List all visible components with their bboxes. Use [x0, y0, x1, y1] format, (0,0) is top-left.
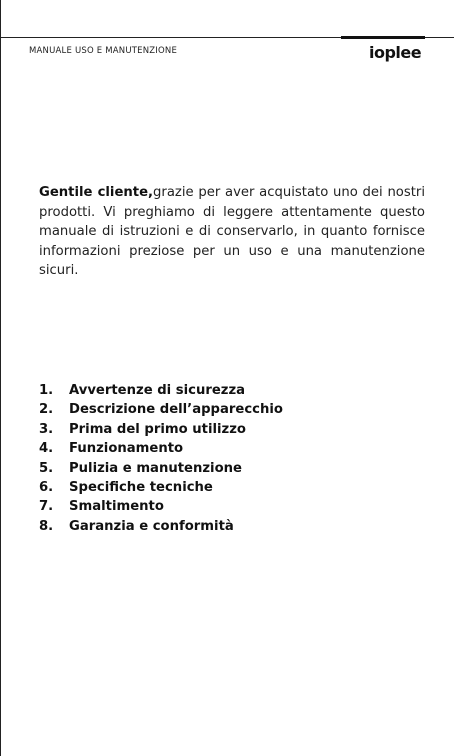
toc-title: Prima del primo utilizzo	[69, 421, 246, 437]
intro-paragraph	[39, 183, 425, 281]
toc-item	[39, 459, 283, 478]
toc-number: 8.	[39, 518, 54, 534]
toc-item	[39, 497, 283, 516]
toc-title: Funzionamento	[69, 441, 184, 457]
toc-number: 3.	[39, 421, 54, 437]
toc-number: 2.	[39, 402, 54, 418]
toc-title: Pulizia e manutenzione	[69, 460, 242, 476]
header-accent-bar	[341, 36, 425, 39]
toc-number: 1.	[39, 383, 54, 398]
toc-number: 5.	[39, 460, 54, 476]
toc-title: Avvertenze di sicurezza	[69, 383, 246, 398]
brand-logo: ioplee	[369, 43, 422, 62]
table-of-contents	[39, 381, 283, 536]
toc-item	[39, 400, 283, 419]
toc-number: 6.	[39, 480, 54, 496]
toc-item	[39, 517, 283, 536]
toc-item	[39, 439, 283, 458]
toc-item	[39, 420, 283, 439]
manual-header-label: MANUALE USO E MANUTENZIONE	[29, 46, 178, 56]
toc-item	[39, 381, 283, 400]
intro-body: grazie per aver acquistato uno dei nostri prodotti. Vi preghiamo di leggere attentamente questo manuale di istruzioni e di conservarlo, in quanto fornisce informazioni preziose per un uso e una manutenzione sicuri.	[39, 185, 425, 279]
toc-number: 7.	[39, 499, 54, 515]
toc-number: 4.	[39, 441, 54, 457]
intro-greeting: Gentile cliente,	[39, 185, 154, 201]
toc-title: Descrizione dell’apparecchio	[69, 402, 283, 418]
toc-title: Garanzia e conformità	[69, 518, 234, 534]
toc-item	[39, 478, 283, 497]
toc-title: Specifiche tecniche	[69, 480, 213, 496]
toc-title: Smaltimento	[69, 499, 164, 515]
